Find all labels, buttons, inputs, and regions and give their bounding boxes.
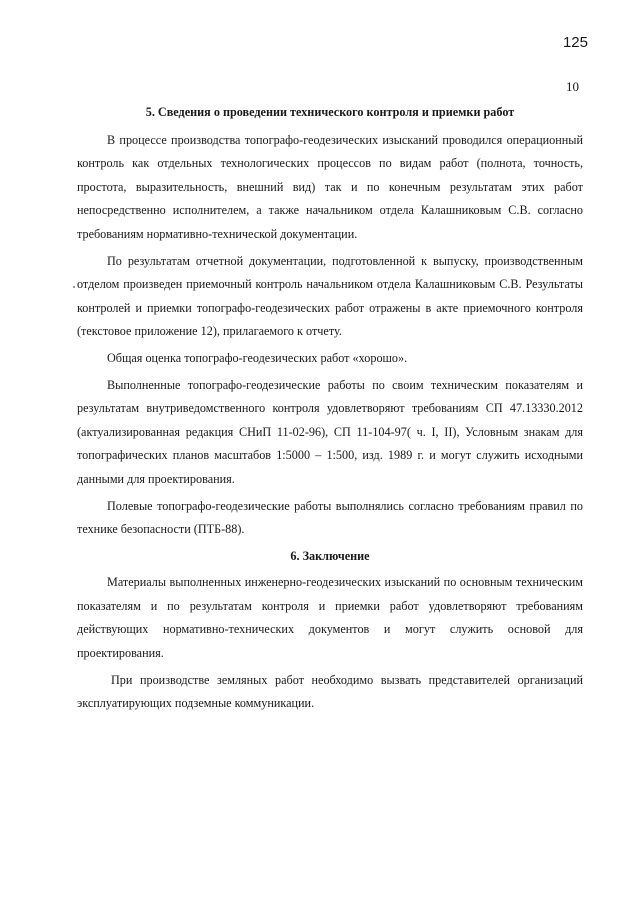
document-body xyxy=(77,101,583,716)
paragraph-safety: Полевые топографо-геодезические работы выполнялись согласно требованиям правил по технике безопасности (ПТБ-88). xyxy=(77,498,583,537)
section-heading-control: 5. Сведения о проведении технического контроля и приемки работ xyxy=(145,105,515,119)
paragraph-compliance: Выполненные топографо-геодезические работы по своим техническим показателям и результатам внутриведомственного контроля удовлетворяют требованиям СП 47.13330.2012 (актуализированная редакция СНиП 11-02-96), СП 11-104-97( ч. I, II), Условным знакам для топографических планов масштабов 1:5000 – 1:500, изд. 1989 г. и могут служить исходными данными для проектирования. xyxy=(77,377,583,486)
paragraph-operational-control: В процессе производства топографо-геодезических изысканий проводился операционный контроль как отдельных технологических процессов по видам работ (полнота, точность, простота, выразительность, внешний вид) так и по конечным результатам этих работ непосредственно исполнителем, а также начальником отдела Калашниковым С.В. согласно требованиям нормативно-технической документации. xyxy=(77,132,583,241)
page-number-stamp: 125 xyxy=(562,34,588,51)
page-number: 10 xyxy=(566,79,579,94)
paragraph-overall-rating: Общая оценка топографо-геодезических работ «хорошо». xyxy=(107,350,408,365)
paragraph-excavation-notice: При производстве земляных работ необходимо вызвать представителей организаций эксплуатирующих подземные коммуникации. xyxy=(77,672,583,711)
section-heading-conclusion: 6. Заключение xyxy=(290,548,370,563)
paragraph-conclusion: Материалы выполненных инженерно-геодезических изысканий по основным техническим показателям и по результатам контроля и приемки работ удовлетворяют требованиям действующих нормативно-технических документов и могут служить основой для проектирования. xyxy=(77,575,583,661)
scan-speck xyxy=(73,286,75,288)
paragraph-acceptance-control: По результатам отчетной документации, подготовленной к выпуску, производственным отделом произведен приемочный контроль начальником отдела Калашниковым С.В. Результаты контролей и приемки топографо-геодезических работ отражены в акте приемочного контроля (текстовое приложение 12), прилагаемого к отчету. xyxy=(77,253,583,339)
